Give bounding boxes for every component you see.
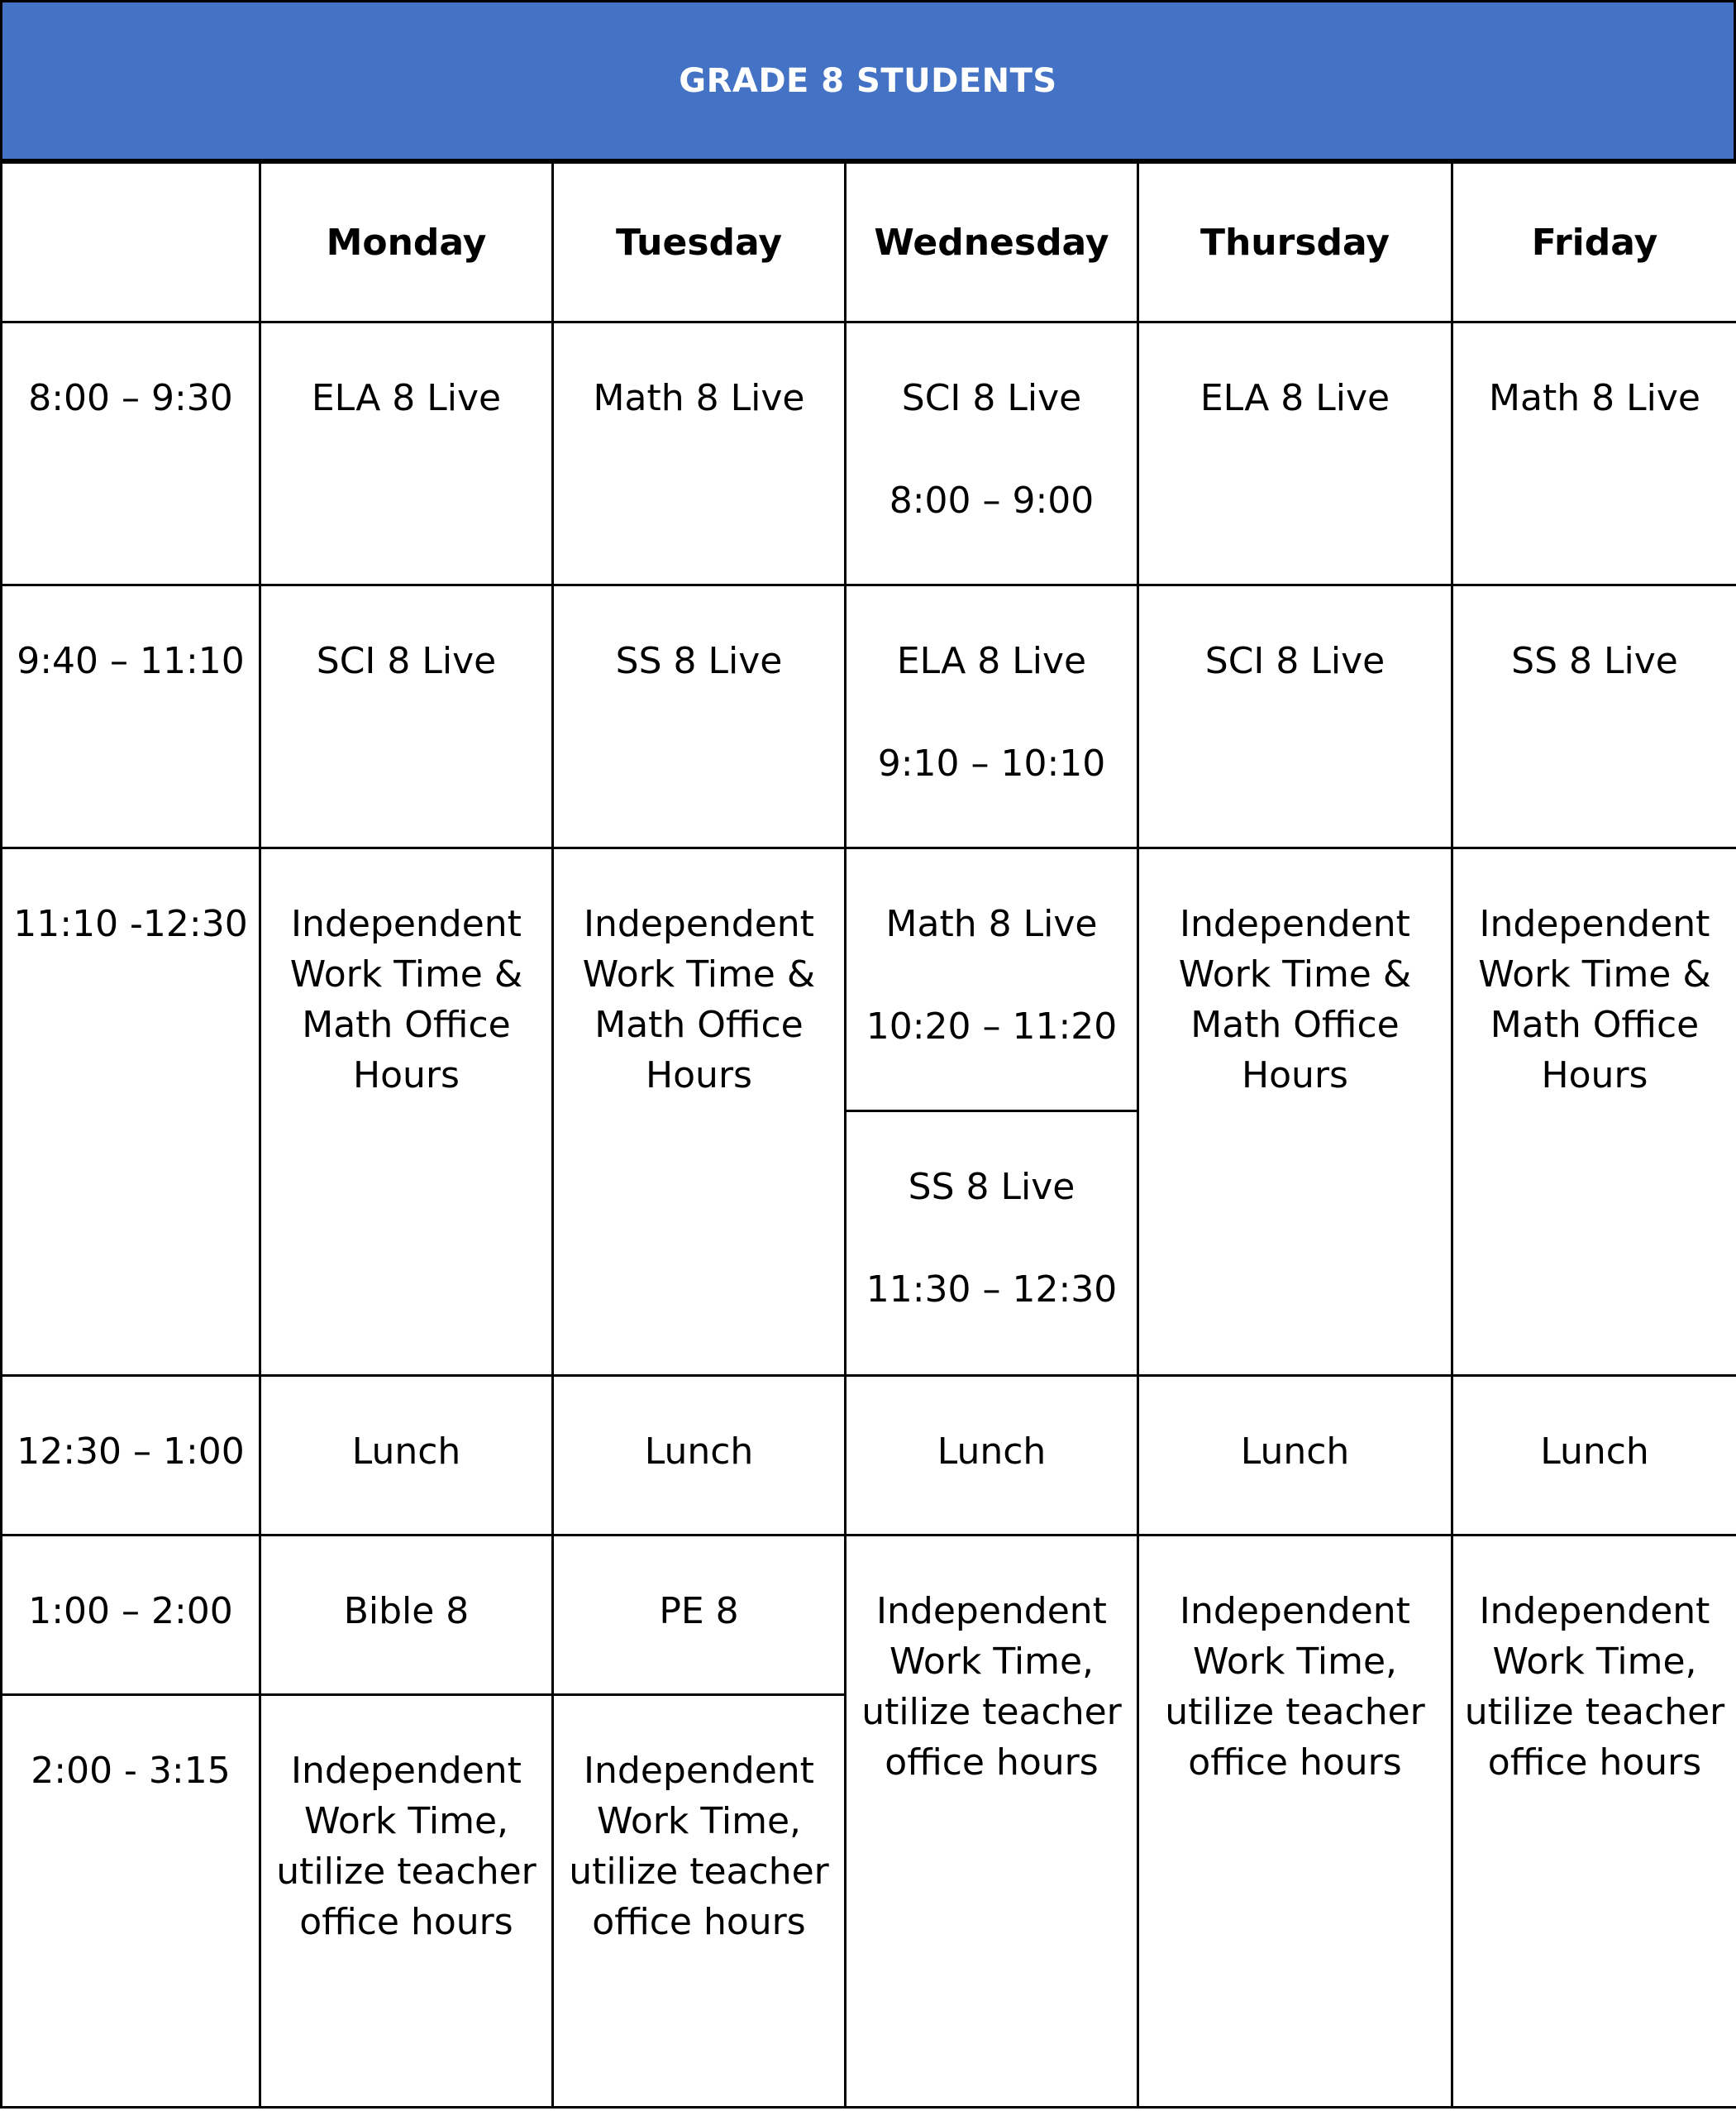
- class-cell: [846, 585, 1138, 848]
- day-header-wednesday: Wednesday: [846, 163, 1138, 322]
- class-cell: Math 8 Live: [1452, 322, 1736, 585]
- table-row: [2, 848, 1736, 1111]
- class-name: ELA 8 Live: [896, 640, 1087, 682]
- spacer: [855, 1212, 1128, 1264]
- spacer: [855, 686, 1128, 738]
- time-cell: 8:00 – 9:30: [2, 322, 260, 585]
- time-cell: 12:30 – 1:00: [2, 1376, 260, 1535]
- table-row: [2, 322, 1736, 585]
- header-row: [2, 163, 1736, 322]
- class-cell: Independent Work Time & Math Office Hours: [1452, 848, 1736, 1376]
- class-cell: Independent Work Time & Math Office Hours: [260, 848, 553, 1376]
- class-cell: ELA 8 Live: [1138, 322, 1452, 585]
- class-cell: SCI 8 Live: [260, 585, 553, 848]
- corner-cell: [2, 163, 260, 322]
- class-time: 10:20 – 11:20: [866, 1005, 1118, 1048]
- class-name: SCI 8 Live: [901, 377, 1082, 419]
- day-header-tuesday: Tuesday: [553, 163, 846, 322]
- day-header-thursday: Thursday: [1138, 163, 1452, 322]
- class-cell: SS 8 Live: [553, 585, 846, 848]
- table-row: [2, 1535, 1736, 1695]
- class-cell: Independent Work Time, utilize teacher office hours: [846, 1535, 1138, 2108]
- class-cell: Math 8 Live: [553, 322, 846, 585]
- spacer: [855, 949, 1128, 1001]
- table-row: [2, 585, 1736, 848]
- class-cell: Bible 8: [260, 1535, 553, 1695]
- class-time: 9:10 – 10:10: [877, 743, 1106, 785]
- class-cell: Lunch: [1138, 1376, 1452, 1535]
- class-cell: [846, 848, 1138, 1111]
- day-header-monday: Monday: [260, 163, 553, 322]
- class-cell: Independent Work Time, utilize teacher office hours: [1452, 1535, 1736, 2108]
- class-cell: SCI 8 Live: [1138, 585, 1452, 848]
- schedule-banner: [0, 0, 1736, 161]
- class-name: Math 8 Live: [885, 903, 1098, 945]
- schedule-table: [0, 161, 1736, 2109]
- class-cell: ELA 8 Live: [260, 322, 553, 585]
- day-header-friday: Friday: [1452, 163, 1736, 322]
- time-cell: 1:00 – 2:00: [2, 1535, 260, 1695]
- class-cell: Lunch: [260, 1376, 553, 1535]
- class-name: SS 8 Live: [908, 1166, 1075, 1208]
- time-cell: 9:40 – 11:10: [2, 585, 260, 848]
- time-cell: 11:10 -12:30: [2, 848, 260, 1376]
- class-cell: [846, 1111, 1138, 1376]
- class-time: 8:00 – 9:00: [889, 480, 1095, 522]
- class-cell: Independent Work Time, utilize teacher office hours: [553, 1695, 846, 2108]
- time-cell: 2:00 - 3:15: [2, 1695, 260, 2108]
- schedule-title: GRADE 8 STUDENTS: [679, 61, 1057, 100]
- class-cell: Independent Work Time, utilize teacher office hours: [1138, 1535, 1452, 2108]
- class-cell: Lunch: [553, 1376, 846, 1535]
- class-cell: [846, 322, 1138, 585]
- class-cell: Independent Work Time, utilize teacher office hours: [260, 1695, 553, 2108]
- spacer: [855, 423, 1128, 475]
- class-cell: Independent Work Time & Math Office Hours: [553, 848, 846, 1376]
- class-cell: PE 8: [553, 1535, 846, 1695]
- class-cell: Independent Work Time & Math Office Hours: [1138, 848, 1452, 1376]
- class-cell: Lunch: [1452, 1376, 1736, 1535]
- class-time: 11:30 – 12:30: [866, 1268, 1118, 1311]
- class-cell: SS 8 Live: [1452, 585, 1736, 848]
- class-cell: Lunch: [846, 1376, 1138, 1535]
- table-row: [2, 1376, 1736, 1535]
